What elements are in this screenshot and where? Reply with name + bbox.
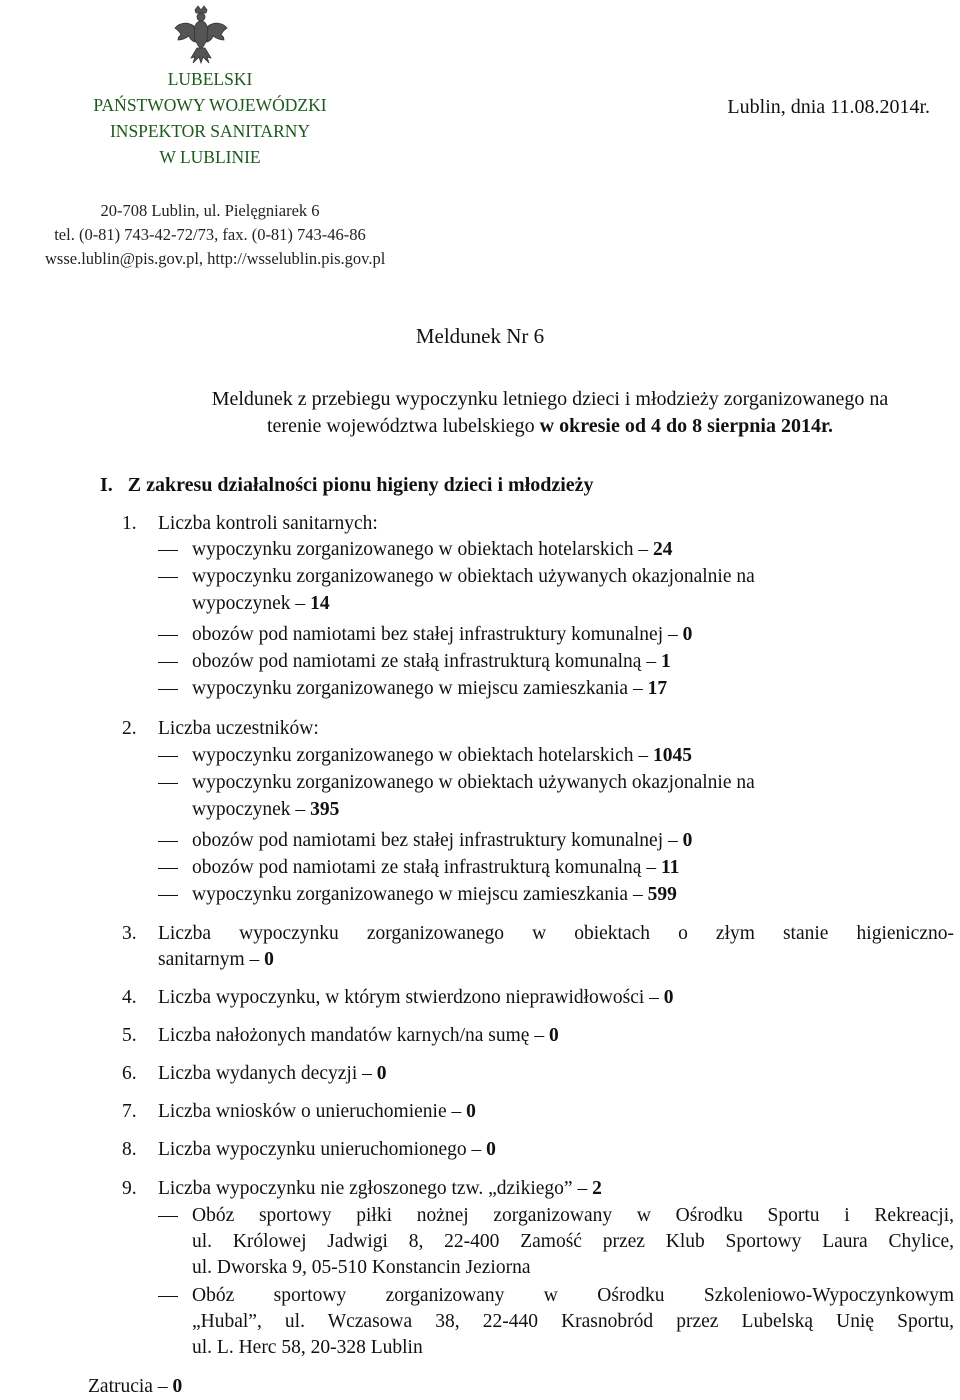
dash-bullet [158,895,178,896]
document-date: Lublin, dnia 11.08.2014r. [727,96,930,118]
item-text: wypoczynku zorganizowanego w miejscu zamieszkania – [192,678,648,699]
item-value: 1045 [653,745,692,766]
dash-bullet [158,689,178,690]
list-item [192,676,667,702]
dash-bullet [158,868,178,869]
issuer-name [45,66,375,170]
list-item [192,882,677,908]
list-item [192,855,679,881]
item-number: 9. [122,1178,137,1199]
item-value: 0 [663,987,674,1008]
list-item: wypoczynku zorganizowanego w obiektach używanych okazjonalnie na [192,566,755,587]
item-number: 4. [122,987,137,1008]
item-text: Liczba wypoczynku zorganizowanego w obiektach o złym stanie higieniczno- [158,923,954,944]
section-number: I. [100,474,113,496]
item-text: Liczba wypoczynku nie zgłoszonego tzw. „dzikiego” – [158,1178,593,1199]
item-value: 14 [310,593,330,614]
address-line: 20-708 Lublin, ul. Pielęgniarek 6 [100,201,320,220]
item-text: wypoczynek – [192,799,311,820]
item-value: 0 [376,1063,387,1084]
item-number: 8. [122,1139,137,1160]
item-text: Liczba wypoczynku unieruchomionego – [158,1139,487,1160]
item-text: Liczba wypoczynku, w którym stwierdzono nieprawidłowości – [158,987,664,1008]
item-text-line [158,1023,559,1049]
list-item [192,649,671,675]
dash-bullet [158,783,178,784]
item-text: obozów pod namiotami bez stałej infrastruktury komunalnej – [192,830,683,851]
document-intro [150,386,950,440]
intro-line: Meldunek z przebiegu wypoczynku letniego dzieci i młodzieży zorganizowanego na [211,388,889,410]
eagle-emblem-icon [172,4,230,68]
item-text: obozów pod namiotami ze stałą infrastrukturą komunalną – [192,857,661,878]
item-value: 11 [660,857,680,878]
item-label: Liczba kontroli sanitarnych: [158,513,378,534]
list-item [192,622,692,648]
item-value: 0 [466,1101,476,1122]
item-value: 0 [486,1139,496,1160]
item-text-continuation [158,947,954,973]
item-text: obozów pod namiotami ze stałą infrastrukturą komunalną – [192,651,661,672]
item-text: wypoczynek – [192,593,311,614]
item-text: wypoczynku zorganizowanego w obiektach hotelarskich – [192,745,653,766]
item-value: 599 [647,884,677,905]
item-text: Liczba nałożonych mandatów karnych/na sumę – [158,1025,549,1046]
poisonings-value: 0 [172,1376,183,1397]
item-text: Liczba wniosków o unieruchomienie – [158,1101,467,1122]
item-text: wypoczynku zorganizowanego w obiektach hotelarskich – [192,539,653,560]
list-item [192,537,673,563]
item-paragraph [158,921,954,973]
item-text-line [158,1061,387,1087]
intro-period: w okresie od 4 do 8 sierpnia 2014r. [539,415,834,437]
item-number: 5. [122,1025,137,1046]
dash-bullet [158,1296,178,1297]
item-number: 3. [122,923,137,944]
item-value: 1 [660,651,671,672]
list-item-continuation [192,591,330,617]
camp-entry-line: ul. Dworska 9, 05-510 Konstancin Jeziorna [192,1257,531,1278]
item-value: 395 [310,799,340,820]
item-value: 0 [682,830,693,851]
item-text-line [158,1176,602,1202]
item-value: 0 [682,624,693,645]
item-value: 24 [653,539,673,560]
poisonings-line [88,1374,182,1400]
camp-entry [192,1203,954,1281]
section-title: Z zakresu działalności pionu higieny dzieci i młodzieży [127,474,594,496]
item-text: obozów pod namiotami bez stałej infrastruktury komunalnej – [192,624,683,645]
list-item-continuation [192,797,339,823]
list-item: wypoczynku zorganizowanego w obiektach używanych okazjonalnie na [192,772,755,793]
item-value: 17 [647,678,668,699]
poisonings-label: Zatrucia – [88,1376,173,1397]
item-label: Liczba uczestników: [158,718,319,739]
item-number: 2. [122,718,137,739]
item-number: 1. [122,513,137,534]
dash-bullet [158,662,178,663]
dash-bullet [158,635,178,636]
item-number: 7. [122,1101,137,1122]
item-text-line [158,985,674,1011]
intro-plain: terenie województwa lubelskiego [266,415,540,437]
phone-line: tel. (0-81) 743-42-72/73, fax. (0-81) 743-46-86 [54,225,366,244]
list-item [192,828,692,854]
camp-entry [192,1283,954,1361]
item-text: Liczba wydanych decyzji – [158,1063,377,1084]
issuer-line: LUBELSKI [167,69,253,89]
dash-bullet [158,550,178,551]
item-number: 6. [122,1063,137,1084]
camp-entry-line: ul. L. Herc 58, 20-328 Lublin [192,1337,423,1358]
web-line: wsse.lublin@pis.gov.pl, http://wsselublin.pis.gov.pl [45,249,386,268]
issuer-line: PAŃSTWOWY WOJEWÓDZKI [93,95,327,115]
intro-line [150,413,950,440]
camp-entry-line: „Hubal”, ul. Wczasowa 38, 22-440 Krasnobród przez Lubelską Unię Sportu, [192,1311,954,1332]
item-text-line [158,1099,476,1125]
item-value: 0 [548,1025,559,1046]
camp-entry-line: Obóz sportowy zorganizowany w Ośrodku Szkoleniowo-Wypoczynkowym [192,1285,954,1306]
issuer-line: W LUBLINIE [159,147,261,167]
document-title: Meldunek Nr 6 [415,324,545,348]
item-value: 2 [592,1178,602,1199]
dash-bullet [158,577,178,578]
list-item [192,743,692,769]
dash-bullet [158,1216,178,1217]
dash-bullet [158,756,178,757]
camp-entry-line: Obóz sportowy piłki nożnej zorganizowany w Ośrodku Sportu i Rekreacji, [192,1205,954,1226]
item-text: wypoczynku zorganizowanego w miejscu zamieszkania – [192,884,648,905]
item-text-line [158,1137,496,1163]
section-heading [100,474,594,497]
issuer-line: INSPEKTOR SANITARNY [109,121,311,141]
dash-bullet [158,841,178,842]
item-value: 0 [264,949,274,970]
item-text: sanitarnym – [158,949,265,970]
issuer-contact [45,199,386,271]
camp-entry-line: ul. Królowej Jadwigi 8, 22-400 Zamość przez Klub Sportowy Laura Chylice, [192,1231,954,1252]
